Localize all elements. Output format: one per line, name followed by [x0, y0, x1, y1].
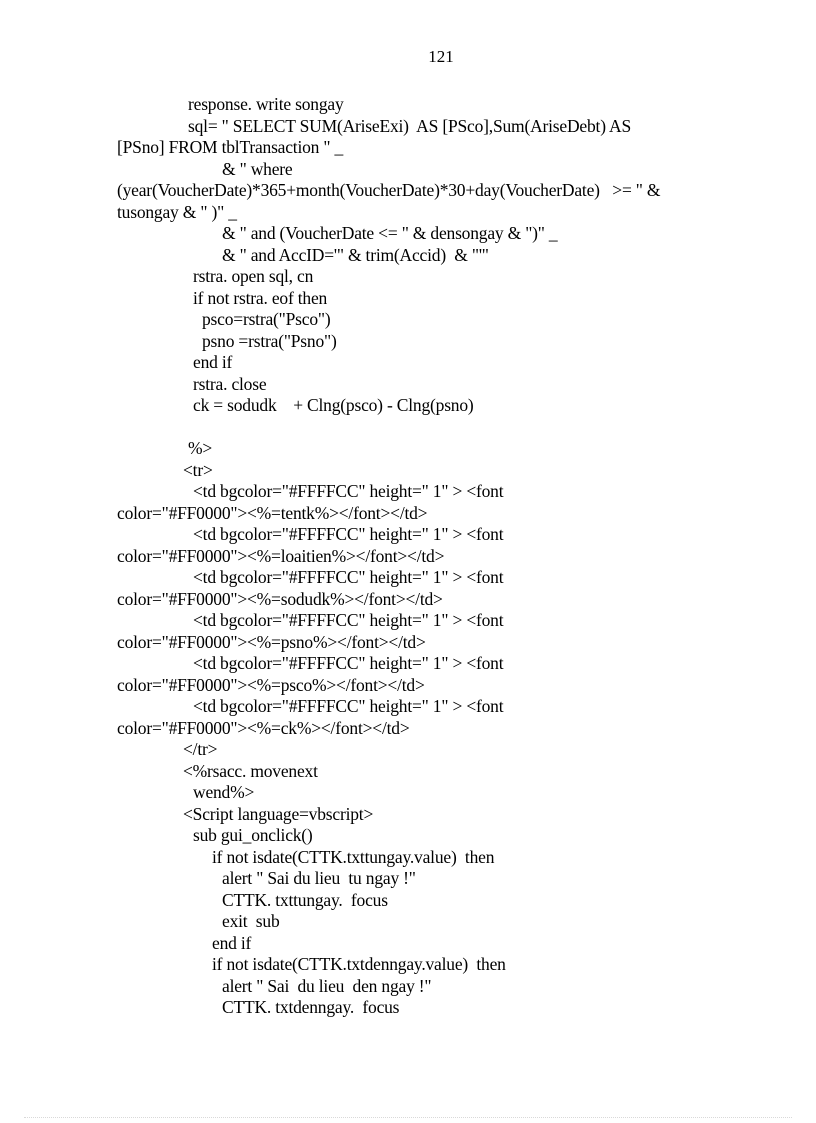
code-line: color="#FF0000"><%=psno%></font></td>: [117, 631, 426, 652]
code-line: CTTK. txtdenngay. focus: [222, 997, 400, 1017]
code-line: alert " Sai du lieu tu ngay !": [222, 868, 416, 888]
code-line: <td bgcolor="#FFFFCC" height=" 1" > <font: [193, 610, 504, 630]
code-line: (year(VoucherDate)*365+month(VoucherDate)*30+day(VoucherDate) >= " &: [117, 180, 661, 200]
code-line: ck = sodudk + Clng(psco) - Clng(psno): [193, 395, 474, 415]
code-line: sql= " SELECT SUM(AriseExi) AS [PSco],Sum(AriseDebt) AS: [188, 115, 631, 136]
code-line: sub gui_onclick(): [193, 825, 313, 845]
code-line: end if: [212, 932, 252, 953]
code-line: exit sub: [222, 911, 280, 931]
code-line: CTTK. txttungay. focus: [222, 889, 388, 910]
page-bottom-divider: [24, 1117, 792, 1118]
code-line: <td bgcolor="#FFFFCC" height=" 1" > <font: [193, 567, 504, 587]
code-line: <tr>: [183, 459, 213, 480]
code-line: & " and (VoucherDate <= " & densongay & ")" _: [222, 223, 558, 243]
code-line-blank: [0, 417, 816, 439]
code-line: %>: [188, 438, 213, 458]
code-line: rstra. close: [193, 373, 267, 394]
code-line: if not isdate(CTTK.txtdenngay.value) then: [212, 954, 506, 974]
code-line: color="#FF0000"><%=tentk%></font></td>: [117, 502, 428, 523]
code-line: color="#FF0000"><%=psco%></font></td>: [117, 674, 425, 695]
code-line: psco=rstra("Psco"): [202, 309, 331, 329]
code-line: </tr>: [183, 739, 218, 759]
code-line: <Script language=vbscript>: [183, 803, 374, 824]
code-line: & " where: [222, 158, 293, 179]
code-line: tusongay & " )" _: [117, 201, 237, 222]
code-line: if not rstra. eof then: [193, 287, 328, 308]
code-line: if not isdate(CTTK.txttungay.value) then: [212, 846, 495, 867]
code-line: response. write songay: [188, 94, 344, 114]
code-line: <td bgcolor="#FFFFCC" height=" 1" > <font: [193, 524, 504, 544]
code-line: psno =rstra("Psno"): [202, 330, 337, 351]
code-line: color="#FF0000"><%=loaitien%></font></td>: [117, 545, 445, 566]
code-line: <td bgcolor="#FFFFCC" height=" 1" > <font: [193, 653, 504, 673]
code-line: color="#FF0000"><%=sodudk%></font></td>: [117, 588, 443, 609]
code-line: <td bgcolor="#FFFFCC" height=" 1" > <font: [193, 481, 504, 501]
code-listing: [0, 94, 816, 1019]
code-line: color="#FF0000"><%=ck%></font></td>: [117, 717, 410, 738]
code-line: <td bgcolor="#FFFFCC" height=" 1" > <font: [193, 696, 504, 716]
code-line: wend%>: [193, 782, 255, 802]
code-line: rstra. open sql, cn: [193, 266, 314, 286]
page-number: 121: [428, 47, 454, 66]
code-line: & " and AccID='" & trim(Accid) & "'": [222, 244, 489, 265]
code-line: end if: [193, 352, 233, 372]
code-line: <%rsacc. movenext: [183, 760, 318, 781]
code-line: [PSno] FROM tblTransaction " _: [117, 137, 344, 157]
code-line: alert " Sai du lieu den ngay !": [222, 975, 432, 996]
